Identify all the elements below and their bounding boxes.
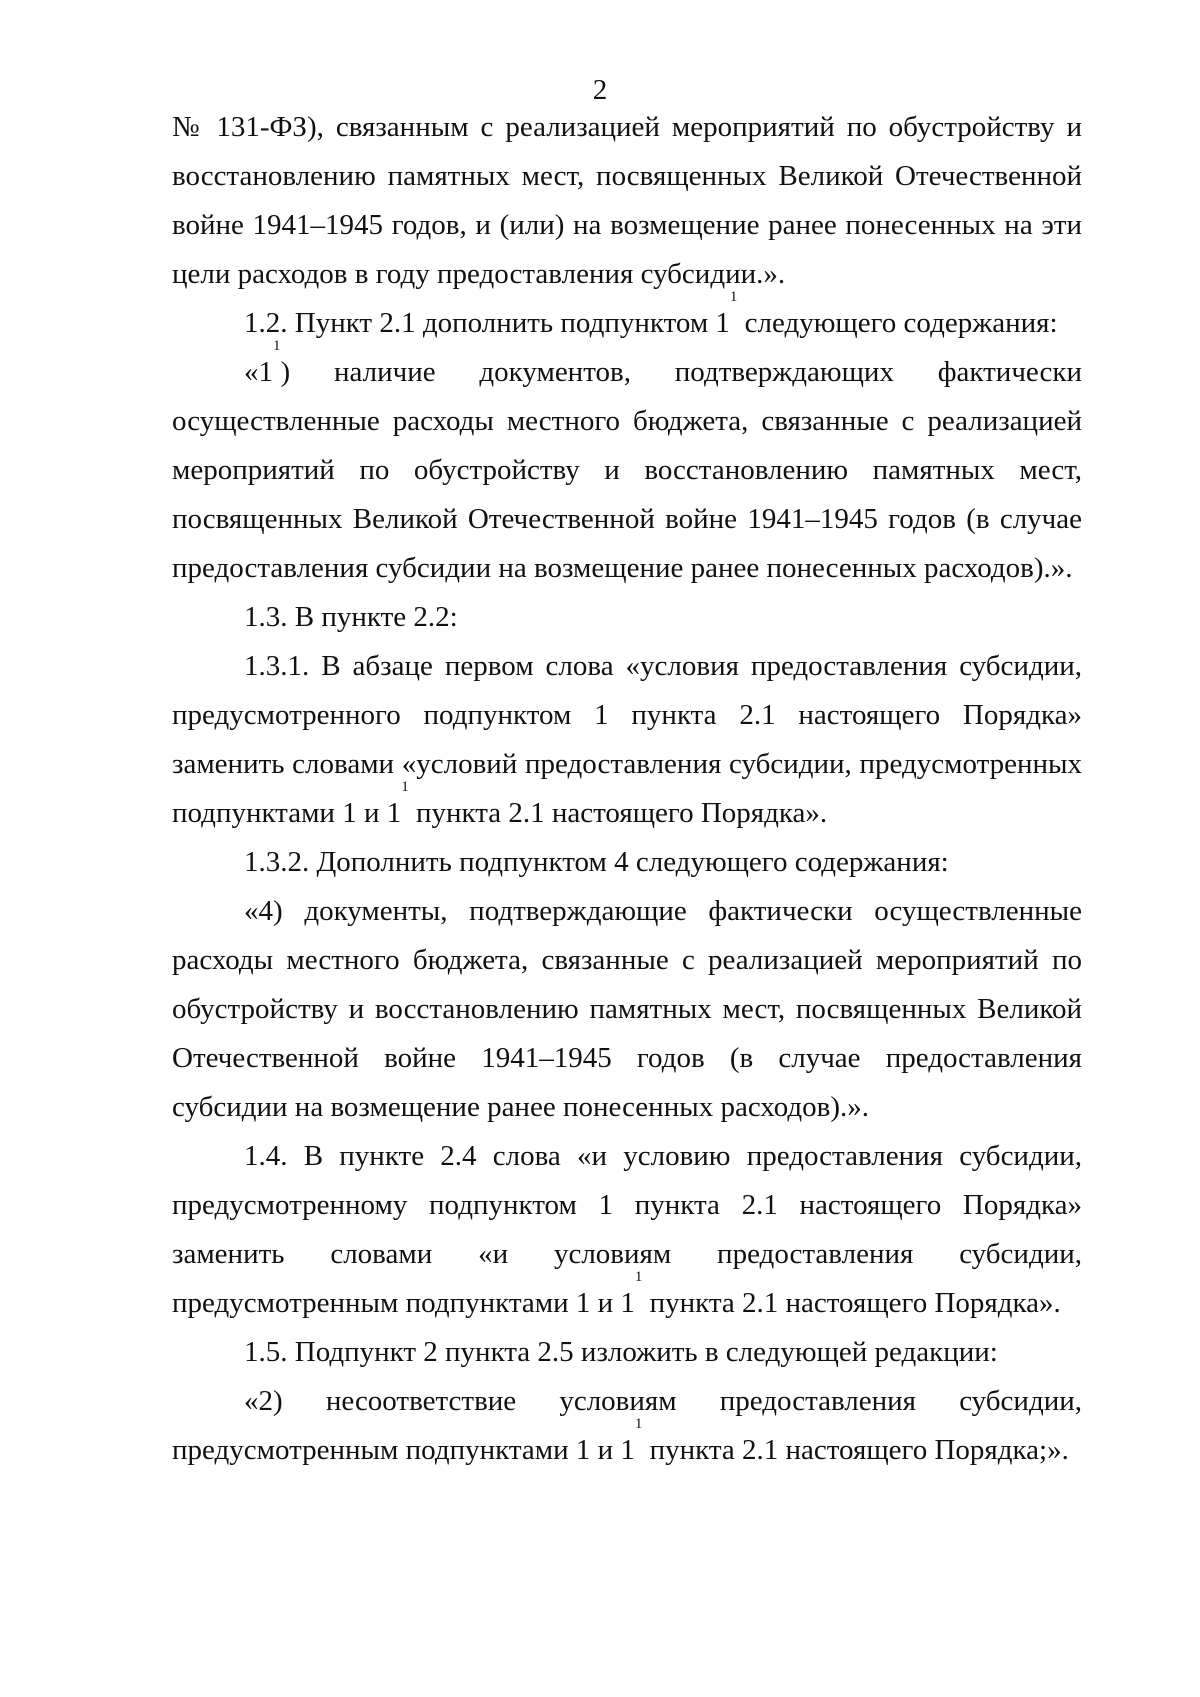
superscript-index: 1 xyxy=(634,1269,643,1285)
paragraph-text: «4) документы, подтверждающие фактически осуществленные расходы местного бюджета, связанные с реализацией мероприятий по обустройству и восстановлению памятных мест, посвященных Великой Отечественной войне 1941–1945 годов (в случае предоставления субсидии на возмещение ранее понесенных расходов).». xyxy=(172,895,1082,1123)
paragraph-text: ) наличие документов, подтверждающих фактически осуществленные расходы местного бюджета, связанные с реализацией мероприятий по обустройству и восстановлению памятных мест, посвященных Великой Отечественной войне 1941–1945 годов (в случае предоставления субсидии на возмещение ранее понесенных расходов).». xyxy=(172,356,1082,584)
paragraph-text: 1.4. В пункте 2.4 слова «и условию предоставления субсидии, предусмотренному подпунктом 1 пункта 2.1 настоящего Порядка» заменить словами «и условиям предоставления субсидии, предусмотренным подпунктами 1 и 1 xyxy=(172,1140,1082,1319)
superscript-index: 1 xyxy=(273,338,281,354)
paragraph-text: 1.2. Пункт 2.1 дополнить подпунктом 1 xyxy=(244,307,730,339)
paragraph-text: 1.3. В пункте 2.2: xyxy=(244,601,458,633)
paragraph-text: «1 xyxy=(244,356,273,388)
paragraph xyxy=(172,289,1082,348)
paragraph-text: следующего содержания: xyxy=(737,307,1058,339)
paragraph xyxy=(172,1377,1082,1475)
paragraph xyxy=(172,838,1082,887)
paragraph xyxy=(172,642,1082,838)
paragraph-text: пункта 2.1 настоящего Порядка». xyxy=(408,797,828,829)
page-number: 2 xyxy=(592,74,608,106)
paragraph xyxy=(172,1328,1082,1377)
paragraph-text: пункта 2.1 настоящего Порядка;». xyxy=(642,1434,1069,1466)
paragraph xyxy=(172,338,1082,593)
paragraph-text: 1.3.1. В абзаце первом слова «условия предоставления субсидии, предусмотренного подпунктом 1 пункта 2.1 настоящего Порядка» заменить словами «условий предоставления субсидии, предусмотренных подпунктами 1 и 1 xyxy=(172,650,1082,829)
superscript-index: 1 xyxy=(634,1416,643,1432)
paragraph-text: № 131-ФЗ), связанным с реализацией мероприятий по обустройству и восстановлению памятных мест, посвященных Великой Отечественной войне 1941–1945 годов, и (или) на возмещение ранее понесенных на эти цели расходов в году предоставления субсидии.». xyxy=(172,111,1082,290)
superscript-index: 1 xyxy=(729,289,738,305)
paragraph xyxy=(172,593,1082,642)
paragraph-text: «2) несоответствие условиям предоставления субсидии, предусмотренным подпунктами 1 и 1 xyxy=(172,1385,1082,1466)
paragraph-text: пункта 2.1 настоящего Порядка». xyxy=(642,1287,1061,1319)
paragraph-text: 1.5. Подпункт 2 пункта 2.5 изложить в следующей редакции: xyxy=(244,1336,998,1368)
paragraph xyxy=(172,887,1082,1132)
paragraph xyxy=(172,103,1082,299)
paragraph-text: 1.3.2. Дополнить подпунктом 4 следующего содержания: xyxy=(244,846,949,878)
document-body xyxy=(172,103,1082,1475)
superscript-index: 1 xyxy=(401,779,409,795)
paragraph xyxy=(172,1132,1082,1328)
